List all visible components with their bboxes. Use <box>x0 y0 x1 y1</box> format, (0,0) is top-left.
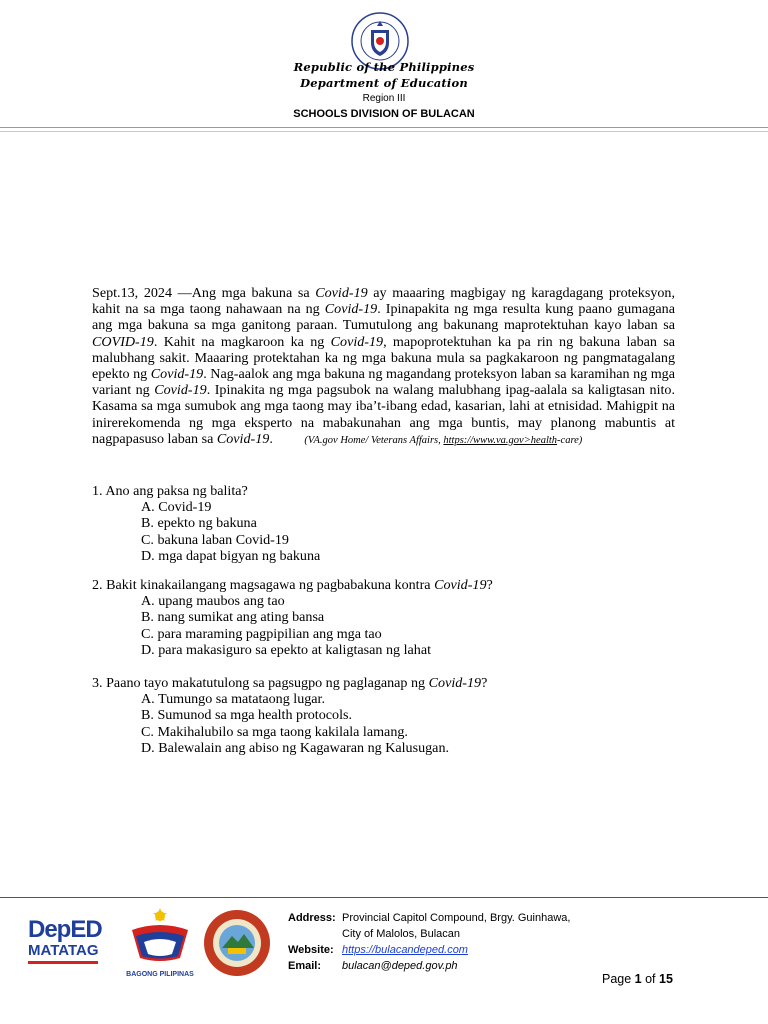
header-divider <box>0 127 768 128</box>
website-label: Website: <box>288 944 334 956</box>
option-c: C. Makihalubilo sa mga taong kakilala lamang. <box>141 723 408 740</box>
question-3 <box>92 675 692 756</box>
email-label: Email: <box>288 960 322 972</box>
address-line1: Provincial Capitol Compound, Brgy. Guinhawa, <box>342 912 571 924</box>
header-department: Department of Education <box>300 76 468 90</box>
question-text: 2. Bakit kinakailangang magsagawa ng pagbabakuna kontra Covid-19? <box>92 577 493 593</box>
question-1 <box>92 483 692 564</box>
header-republic: Republic of the Philippines <box>293 60 475 74</box>
header-divider-thin <box>0 131 768 132</box>
option-b: B. Sumunod sa mga health protocols. <box>141 707 352 724</box>
address-line2: City of Malolos, Bulacan <box>342 928 460 940</box>
passage-citation: (VA.gov Home/ Veterans Affairs, https://www.va.gov>health-care) <box>304 434 583 446</box>
option-d: D. Balewalain ang abiso ng Kagawaran ng Kalusugan. <box>141 739 450 756</box>
address-label: Address: <box>288 912 336 924</box>
option-b: B. nang sumikat ang ating bansa <box>141 609 325 626</box>
footer-contact <box>288 910 618 974</box>
citation-link[interactable]: https://www.va.gov>health <box>443 434 558 446</box>
bagong-pilipinas-logo <box>120 906 200 976</box>
bagong-pilipinas-text: BAGONG PILIPINAS <box>126 971 194 978</box>
option-b: B. epekto ng bakuna <box>141 515 257 532</box>
question-text: 1. Ano ang paksa ng balita? <box>92 483 248 499</box>
option-a: A. Covid-19 <box>141 499 212 516</box>
reading-passage: Sept.13, 2024 —Ang mga bakuna sa Covid-19 ay maaaring magbigay ng karagdagang proteksyon, kahit na sa mga taong nahawaan na ng Covid-19. Ipinapakita ng mga resulta kung paano gumagana ang mga bakuna sa mga ganitong paraan. Tumutulong ang bakunang maprotektuhan kayo laban sa COVID-19. Kahit na magkaroon ka ng Covid-19, mapoprotektuhan ka pa rin ng bakuna laban sa malubhang sakit. Maaaring protektahan ka ng mga bakuna mula sa pagkakaroon ng pangmatagalang epekto ng Covid-19. Nag-aalok ang mga bakuna ng magandang proteksyon laban sa karamihan ng mga variant ng Covid-19. Ipinakita ng mga pagsubok na walang malubhang ipag-aalala sa kaligtasan nito. Kasama sa mga sumubok ang mga taong may iba’t-ibang edad, kasarian, lahi at etnisidad. Mahigpit na inirerekomenda ng mga eksperto na mabakunahan ang mga buntis, may planong mabuntis at nagpapasuso laban sa Covid-19. (VA.gov Home/ Veterans Affairs, https://www.va.gov>health-care) <box>92 285 676 447</box>
question-text: 3. Paano tayo makatutulong sa pagsugpo ng paglaganap ng Covid-19? <box>92 675 488 691</box>
option-c: C. bakuna laban Covid-19 <box>141 531 289 548</box>
header-region: Region III <box>362 93 406 104</box>
option-a: A. Tumungo sa matataong lugar. <box>141 691 325 708</box>
deped-logo-text: DepED <box>28 916 102 943</box>
website-link[interactable]: https://bulacandeped.com <box>342 944 468 956</box>
email-value: bulacan@deped.gov.ph <box>342 960 458 972</box>
option-a: A. upang maubos ang tao <box>141 593 285 610</box>
option-c: C. para maraming pagpipilian ang mga tao <box>141 625 382 642</box>
header-division: SCHOOLS DIVISION OF BULACAN <box>293 108 475 120</box>
option-d: D. mga dapat bigyan ng bakuna <box>141 547 321 564</box>
question-2 <box>92 577 692 658</box>
footer-divider <box>0 897 768 898</box>
bagong-pilipinas-icon <box>120 906 200 964</box>
schools-division-seal-icon <box>202 908 272 978</box>
matatag-logo-text: MATATAG <box>28 942 99 959</box>
page-number: Page 1 of 15 <box>602 972 673 986</box>
option-d: D. para makasiguro sa epekto at kaligtasan ng lahat <box>141 641 431 658</box>
deped-matatag-logo <box>28 916 110 976</box>
